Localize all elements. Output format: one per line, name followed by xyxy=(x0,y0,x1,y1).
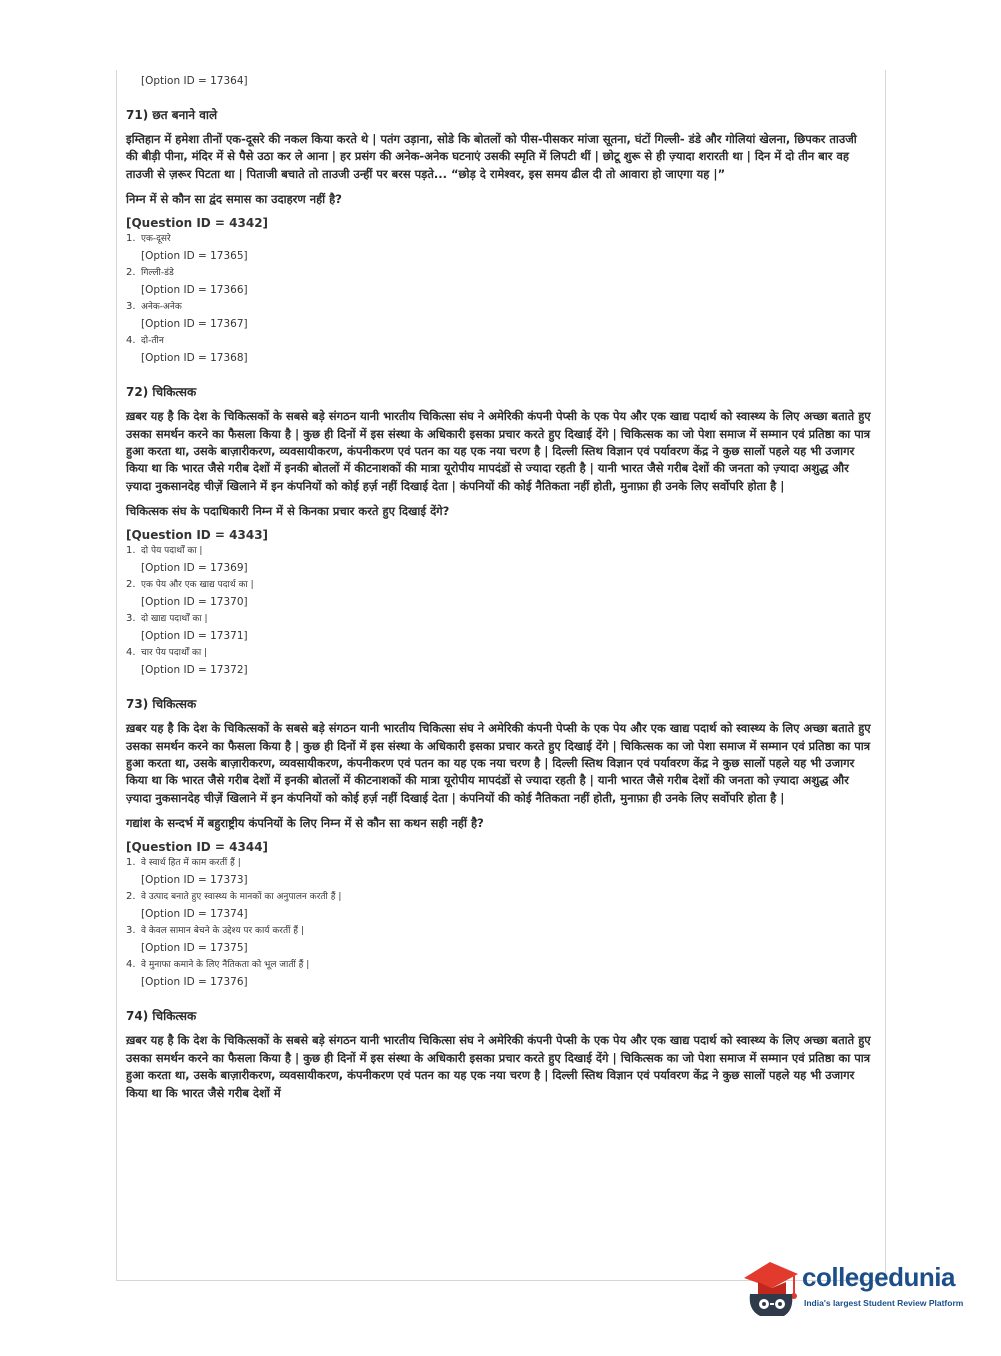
option-id: [Option ID = 17368] xyxy=(141,352,248,365)
question-text: चिकित्सक संघ के पदाधिकारी निम्न में से किनका प्रचार करते हुए दिखाई देंगे? xyxy=(126,504,450,519)
option-id: [Option ID = 17376] xyxy=(141,976,248,989)
brand-tagline: India's largest Student Review Platform xyxy=(804,1298,964,1308)
passage: ख़बर यह है कि देश के चिकित्सकों के सबसे बड़े संगठन यानी भारतीय चिकित्सा संघ ने अमेरिकी कंपनी पेप्सी के एक पेय और एक खाद्य पदार्थ को स्वास्थ्य के लिए अच्छा बताते हुए उसका समर्थन करने का फैसला किया है | कुछ ही दिनों में इस संस्था के अधिकारी इसका प्रचार करते हुए दिखाई देंगे | चिकित्सक का जो पेशा समाज में सम्मान एवं प्रतिष्ठा का पात्र हुआ करता था, उसके बाज़ारीकरण, व्यवसायीकरण, कंपनीकरण एवं पतन का यह एक नया चरण है | दिल्ली स्तिथ विज्ञान एवं पर्यावरण केंद्र ने कुछ सालों पहले यह भी उजागर किया था कि भारत जैसे गरीब देशों में इनकी बोतलों में कीटनाशकों की मात्रा यूरोपीय मापदंडों से ज्यादा रहती है | यानी भारत जैसे गरीब देशों की जनता को ज़्यादा अशुद्ध और ज़्यादा नुकसानदेह चीज़ें खिलाने में इन कंपनियों को कोई हर्ज़ नहीं दिखाई देता | कंपनियों की कोई नैतिकता नहीं होती, मुनाफ़ा ही उनके लिए सर्वोपरि होता है | xyxy=(126,721,871,805)
option-1[interactable]: 1. एक-दूसरे xyxy=(126,233,171,245)
option-id: [Option ID = 17369] xyxy=(141,562,248,575)
option-1[interactable]: 1. वे स्वार्थ हित में काम करतीं हैं | xyxy=(126,857,241,869)
question-text: गद्यांश के सन्दर्भ में बहुराष्ट्रीय कंपनियों के लिए निम्न में से कौन सा कथन सही नहीं है? xyxy=(126,816,484,831)
option-3[interactable]: 3. वे केवल सामान बेचने के उद्देश्य पर कार्य करतीं हैं | xyxy=(126,925,304,937)
option-id: [Option ID = 17373] xyxy=(141,874,248,887)
option-2[interactable]: 2. वे उत्पाद बनाते हुए स्वास्थ्य के मानकों का अनुपालन करती हैं | xyxy=(126,891,342,903)
question-73 xyxy=(126,695,872,991)
option-id: [Option ID = 17365] xyxy=(141,250,248,263)
question-heading: 71) छत बनाने वाले xyxy=(126,108,218,122)
question-71 xyxy=(126,106,872,367)
option-3[interactable]: 3. दो खाद्य पदार्थों का | xyxy=(126,613,208,625)
question-id: [Question ID = 4343] xyxy=(126,528,269,543)
option-3[interactable]: 3. अनेक-अनेक xyxy=(126,301,182,313)
question-heading: 73) चिकित्सक xyxy=(126,697,197,712)
option-1[interactable]: 1. दो पेय पदार्थों का | xyxy=(126,545,203,557)
option-id: [Option ID = 17364] xyxy=(141,75,248,87)
option-2[interactable]: 2. एक पेय और एक खाद्य पदार्थ का | xyxy=(126,579,254,591)
option-id: [Option ID = 17374] xyxy=(141,908,248,921)
question-heading: 74) चिकित्सक xyxy=(126,1009,197,1024)
option-id: [Option ID = 17372] xyxy=(141,664,248,677)
question-heading: 72) चिकित्सक xyxy=(126,385,197,400)
option-2[interactable]: 2. गिल्ली-डंडे xyxy=(126,267,174,279)
option-id: [Option ID = 17371] xyxy=(141,630,248,643)
question-id: [Question ID = 4342] xyxy=(126,216,269,231)
option-id: [Option ID = 17366] xyxy=(141,284,248,297)
passage: ख़बर यह है कि देश के चिकित्सकों के सबसे बड़े संगठन यानी भारतीय चिकित्सा संघ ने अमेरिकी कंपनी पेप्सी के एक पेय और एक खाद्य पदार्थ को स्वास्थ्य के लिए अच्छा बताते हुए उसका समर्थन करने का फैसला किया है | कुछ ही दिनों में इस संस्था के अधिकारी इसका प्रचार करते हुए दिखाई देंगे | चिकित्सक का जो पेशा समाज में सम्मान एवं प्रतिष्ठा का पात्र हुआ करता था, उसके बाज़ारीकरण, व्यवसायीकरण, कंपनीकरण एवं पतन का यह एक नया चरण है | दिल्ली स्तिथ विज्ञान एवं पर्यावरण केंद्र ने कुछ सालों पहले यह भी उजागर किया था कि भारत जैसे गरीब देशों में इनकी बोतलों में कीटनाशकों की मात्रा यूरोपीय मापदंडों से ज्यादा रहती है | यानी भारत जैसे गरीब देशों की जनता को ज़्यादा अशुद्ध और ज़्यादा नुकसानदेह चीज़ें खिलाने में इन कंपनियों को कोई हर्ज़ नहीं दिखाई देता | कंपनियों की कोई नैतिकता नहीं होती, मुनाफ़ा ही उनके लिए सर्वोपरि होता है | xyxy=(126,409,871,493)
option-id: [Option ID = 17375] xyxy=(141,942,248,955)
question-text: निम्न में से कौन सा द्वंद समास का उदाहरण नहीं है? xyxy=(126,192,342,207)
option-4[interactable]: 4. वे मुनाफा कमाने के लिए नैतिकता को भूल जातीं हैं | xyxy=(126,959,310,971)
option-id: [Option ID = 17367] xyxy=(141,318,248,331)
option-4[interactable]: 4. दो-तीन xyxy=(126,335,164,347)
passage: इम्तिहान में हमेशा तीनों एक-दूसरे की नकल किया करते थे | पतंग उड़ाना, सोडे कि बोतलों को पीस-पीसकर मांजा सूतना, घंटों गिल्ली- डंडे और गोलियां खेलना, छिपकर ताउजी की बीड़ी पीना, मंदिर में से पैसे उठा कर ले आना | हर प्रसंग की अनेक-अनेक घटनाएं उसकी स्मृति में लिपटी थीं | छोटू शुरू से ही ज़्यादा शरारती था | दिन में दो तीन बार वह ताउजी से ज़रूर पिटता था | पिताजी बचाते तो ताउजी उन्हीं पर बरस पड़ते... “छोड़ दे रामेश्वर, इस समय ढील दी तो आवारा हो जाएगा यह |” xyxy=(126,132,857,181)
mascot-icon xyxy=(740,1254,802,1320)
brand-name: collegedunia xyxy=(802,1262,955,1292)
option-4[interactable]: 4. चार पेय पदार्थों का | xyxy=(126,647,208,659)
option-id: [Option ID = 17370] xyxy=(141,596,248,609)
document-content xyxy=(126,72,872,1111)
passage: ख़बर यह है कि देश के चिकित्सकों के सबसे बड़े संगठन यानी भारतीय चिकित्सा संघ ने अमेरिकी कंपनी पेप्सी के एक पेय और एक खाद्य पदार्थ को स्वास्थ्य के लिए अच्छा बताते हुए उसका समर्थन करने का फैसला किया है | कुछ ही दिनों में इस संस्था के अधिकारी इसका प्रचार करते हुए दिखाई देंगे | चिकित्सक का जो पेशा समाज में सम्मान एवं प्रतिष्ठा का पात्र हुआ करता था, उसके बाज़ारीकरण, व्यवसायीकरण, कंपनीकरण एवं पतन का यह एक नया चरण है | दिल्ली स्तिथ विज्ञान एवं पर्यावरण केंद्र ने कुछ सालों पहले यह भी उजागर किया था कि भारत जैसे गरीब देशों में xyxy=(126,1033,871,1100)
question-72 xyxy=(126,383,872,679)
question-id: [Question ID = 4344] xyxy=(126,840,269,855)
question-74 xyxy=(126,1007,872,1102)
collegedunia-logo xyxy=(740,1250,970,1325)
